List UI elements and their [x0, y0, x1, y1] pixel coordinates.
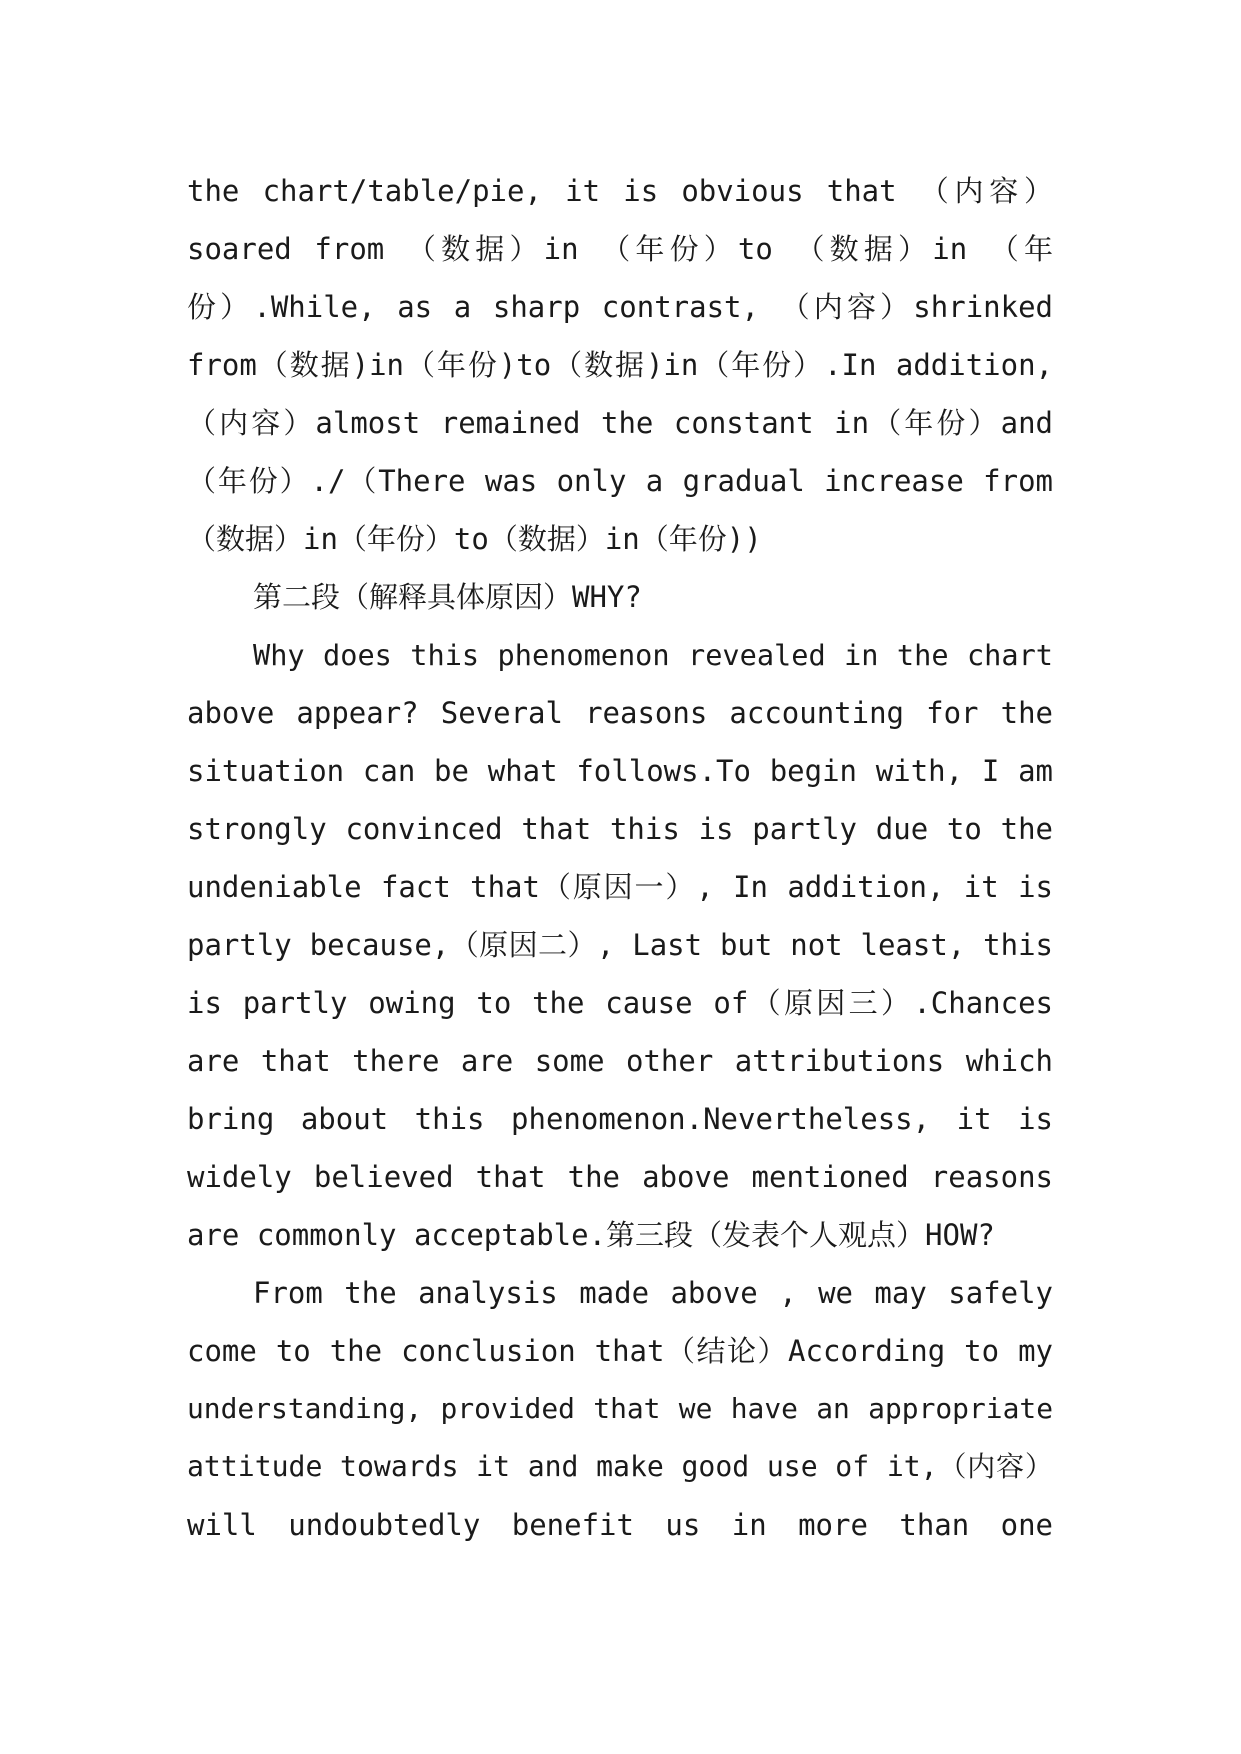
text-line: is partly owing to the cause of（原因三）.Chances: [187, 986, 1053, 1020]
text-line: are that there are some other attributions which: [187, 1044, 1053, 1078]
text-line: above appear? Several reasons accounting for the: [187, 696, 1053, 730]
text-line: strongly convinced that this is partly due to the: [187, 812, 1053, 846]
text-line: situation can be what follows.To begin with, I am: [187, 754, 1053, 788]
text-line: from（数据)in（年份)to（数据)in（年份）.In addition,: [187, 348, 1053, 382]
text-line: understanding, provided that we have an appropriate: [187, 1392, 1053, 1425]
text-line: undeniable fact that（原因一）, In addition, it is: [187, 870, 1053, 904]
text-line: （内容）almost remained the constant in（年份）and: [187, 406, 1053, 440]
text-line: are commonly acceptable.第三段（发表个人观点）HOW?: [187, 1218, 995, 1252]
text-line: soared from （数据）in （年份）to （数据）in （年: [187, 232, 1053, 266]
text-line: 份）.While, as a sharp contrast, （内容）shrinked: [187, 290, 1053, 324]
text-line: （数据）in（年份）to（数据）in（年份)): [187, 522, 762, 556]
body-text: [187, 162, 1053, 1554]
text-line: will undoubtedly benefit us in more than one: [187, 1508, 1053, 1542]
text-line: （年份）./（There was only a gradual increase from: [187, 464, 1053, 498]
text-line: attitude towards it and make good use of it,（内容）: [187, 1450, 1053, 1483]
text-line: bring about this phenomenon.Nevertheless, it is: [187, 1102, 1053, 1136]
text-line: Why does this phenomenon revealed in the chart: [253, 638, 1053, 672]
text-line: From the analysis made above , we may safely: [253, 1276, 1053, 1310]
text-line: partly because,（原因二）, Last but not least, this: [187, 928, 1053, 962]
text-line: widely believed that the above mentioned reasons: [187, 1160, 1053, 1194]
section-heading: 第二段（解释具体原因）WHY?: [253, 580, 642, 614]
text-line: the chart/table/pie, it is obvious that （内容）: [187, 174, 1053, 208]
text-line: come to the conclusion that（结论）According to my: [187, 1334, 1053, 1368]
